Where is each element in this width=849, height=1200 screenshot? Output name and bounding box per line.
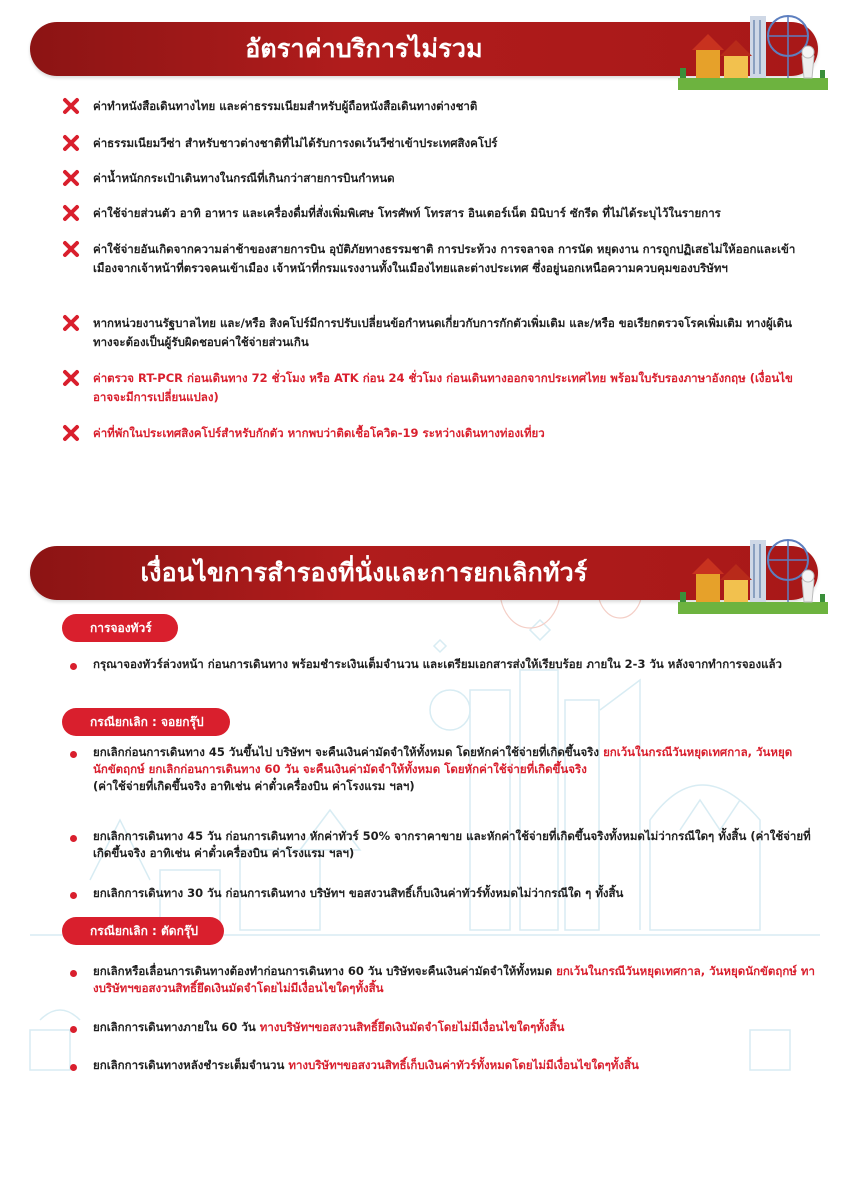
condition-text: ยกเลิกการเดินทาง 30 วัน ก่อนการเดินทาง บริษัทฯ ขอสงวนสิทธิ์เก็บเงินค่าทัวร์ทั้งหมดไม่ว่ากรณีใด ๆ ทั้งสิ้น [93, 886, 624, 900]
x-mark-icon [62, 424, 80, 442]
condition-item [70, 885, 820, 902]
red-dot-icon [70, 1064, 77, 1071]
exclusion-item [62, 134, 802, 153]
exclusion-item [62, 240, 802, 278]
x-mark-icon [62, 204, 80, 222]
condition-text: ยกเลิกการเดินทางภายใน 60 วัน ทางบริษัทฯขอสงวนสิทธิ์ยึดเงินมัดจำโดยไม่มีเงื่อนไขใดๆทั้งสิ้น [93, 1020, 565, 1034]
condition-item [70, 656, 820, 673]
red-dot-icon [70, 892, 77, 899]
condition-item [70, 963, 820, 997]
red-dot-icon [70, 751, 77, 758]
x-mark-icon [62, 314, 80, 332]
singapore-skyline-icon [678, 8, 828, 90]
red-dot-icon [70, 1026, 77, 1033]
x-mark-icon [62, 134, 80, 152]
exclusion-text: หากหน่วยงานรัฐบาลไทย และ/หรือ สิงคโปร์มีการปรับเปลี่ยนข้อกำหนดเกี่ยวกับการกักตัวเพิ่มเติม และ/หรือ ขอเรียกตรวจโรคเพิ่มเติม ทางผู้เดินทางจะต้องเป็นผู้รับผิดชอบค่าใช้จ่ายส่วนเกิน [93, 316, 792, 349]
x-mark-icon [62, 369, 80, 387]
condition-text: ยกเลิกการเดินทางหลังชำระเต็มจำนวน ทางบริษัทฯขอสงวนสิทธิ์เก็บเงินค่าทัวร์ทั้งหมดโดยไม่มีเงื่อนไขใดๆทั้งสิ้น [93, 1058, 639, 1072]
booking-label: การจองทัวร์ [62, 614, 178, 642]
x-mark-icon [62, 97, 80, 115]
section-banner-exclusions [30, 22, 818, 76]
exclusion-item [62, 424, 802, 443]
exclusion-item [62, 169, 802, 188]
cancel-private-label: กรณียกเลิก : ตัดกรุ๊ป [62, 917, 224, 945]
section-banner-conditions [30, 546, 818, 600]
red-dot-icon [70, 835, 77, 842]
condition-text: ยกเลิกการเดินทาง 45 วัน ก่อนการเดินทาง หักค่าทัวร์ 50% จากราคาขาย และหักค่าใช้จ่ายที่เกิดขึ้นจริงทั้งหมดไม่ว่ากรณีใดๆ ทั้งสิ้น (ค่าใช้จ่ายที่เกิดขึ้นจริง อาทิเช่น ค่าตั๋วเครื่องบิน ค่าโรงแรม ฯลฯ) [93, 829, 811, 860]
condition-text: ยกเลิกก่อนการเดินทาง 45 วันขึ้นไป บริษัทฯ จะคืนเงินค่ามัดจำให้ทั้งหมด โดยหักค่าใช้จ่ายที่เกิดขึ้นจริง ยกเว้นในกรณีวันหยุดเทศกาล, วันหยุดนักขัตฤกษ์ ยกเลิกก่อนการเดินทาง 60 วัน จะคืนเงินค่ามัดจำให้ทั้งหมด โดยหักค่าใช้จ่ายที่เกิดขึ้นจริง (ค่าใช้จ่ายที่เกิดขึ้นจริง อาทิเช่น ค่าตั๋วเครื่องบิน ค่าโรงแรม ฯลฯ) [93, 745, 793, 793]
exclusion-text-highlight: ค่าที่พักในประเทศสิงคโปร์สำหรับกักตัว หากพบว่าติดเชื้อโควิด-19 ระหว่างเดินทางท่องเที่ยว [93, 426, 545, 440]
exclusion-text: ค่าน้ำหนักกระเป๋าเดินทางในกรณีที่เกินกว่าสายการบินกำหนด [93, 171, 395, 185]
condition-item [70, 744, 820, 795]
exclusion-item [62, 97, 802, 116]
exclusion-text: ค่าธรรมเนียมวีซ่า สำหรับชาวต่างชาติที่ไม่ได้รับการงดเว้นวีซ่าเข้าประเทศสิงคโปร์ [93, 136, 498, 150]
condition-text: ยกเลิกหรือเลื่อนการเดินทางต้องทำก่อนการเดินทาง 60 วัน บริษัทจะคืนเงินค่ามัดจำให้ทั้งหมด ยกเว้นในกรณีวันหยุดเทศกาล, วันหยุดนักขัตฤกษ์ ทางบริษัทฯขอสงวนสิทธิ์ยึดเงินมัดจำโดยไม่มีเงื่อนไขใดๆทั้งสิ้น [93, 964, 815, 995]
exclusion-text: ค่าใช้จ่ายส่วนตัว อาทิ อาหาร และเครื่องดื่มที่สั่งเพิ่มพิเศษ โทรศัพท์ โทรสาร อินเตอร์เน็ต มินิบาร์ ซักรีด ที่ไม่ได้ระบุไว้ในรายการ [93, 206, 721, 220]
red-dot-icon [70, 663, 77, 670]
condition-item [70, 1057, 820, 1074]
condition-item [70, 828, 820, 862]
singapore-skyline-icon [678, 532, 828, 614]
section-title: เงื่อนไขการสำรองที่นั่งและการยกเลิกทัวร์ [140, 558, 588, 587]
exclusion-item [62, 369, 802, 407]
exclusion-item [62, 204, 802, 223]
exclusion-text-highlight: ค่าตรวจ RT-PCR ก่อนเดินทาง 72 ชั่วโมง หรือ ATK ก่อน 24 ชั่วโมง ก่อนเดินทางออกจากประเทศไทย พร้อมใบรับรองภาษาอังกฤษ (เงื่อนไขอาจจะมีการเปลี่ยนแปลง) [93, 371, 793, 404]
exclusion-text: ค่าใช้จ่ายอันเกิดจากความล่าช้าของสายการบิน อุบัติภัยทางธรรมชาติ การประท้วง การจลาจล การนัด หยุดงาน การถูกปฏิเสธไม่ให้ออกและเข้าเมืองจากเจ้าหน้าที่ตรวจคนเข้าเมือง เจ้าหน้าที่กรมแรงงานทั้งในเมืองไทยและต่างประเทศ ซึ่งอยู่นอกเหนือความควบคุมของบริษัทฯ [93, 242, 796, 275]
cancel-join-label: กรณียกเลิก : จอยกรุ๊ป [62, 708, 230, 736]
x-mark-icon [62, 240, 80, 258]
red-dot-icon [70, 970, 77, 977]
condition-item [70, 1019, 820, 1036]
exclusion-text: ค่าทำหนังสือเดินทางไทย และค่าธรรมเนียมสำหรับผู้ถือหนังสือเดินทางต่างชาติ [93, 99, 478, 113]
x-mark-icon [62, 169, 80, 187]
condition-text: กรุณาจองทัวร์ล่วงหน้า ก่อนการเดินทาง พร้อมชำระเงินเต็มจำนวน และเตรียมเอกสารส่งให้เรียบร้อย ภายใน 2-3 วัน หลังจากทำการจองแล้ว [93, 657, 782, 671]
exclusion-item [62, 314, 802, 352]
section-title: อัตราค่าบริการไม่รวม [245, 34, 483, 63]
